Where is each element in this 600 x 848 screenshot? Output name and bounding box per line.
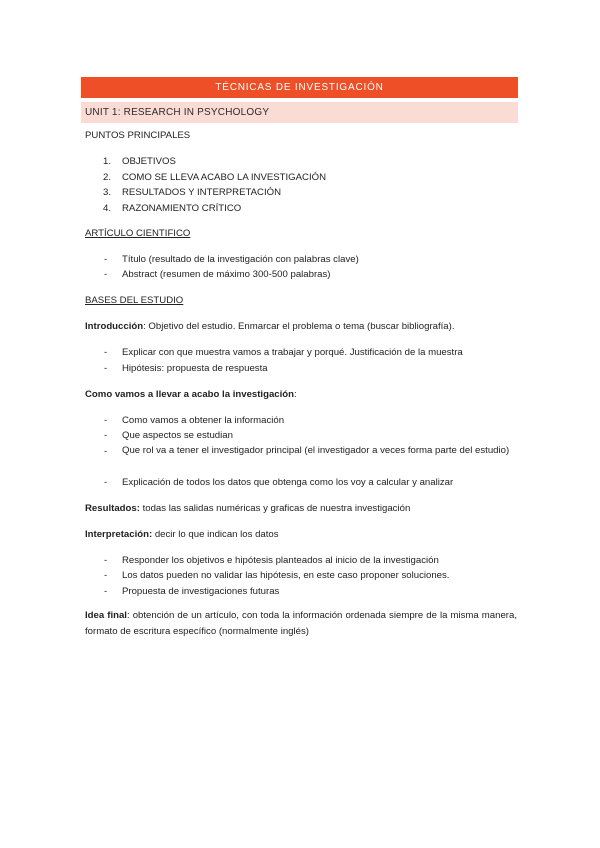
intro-label: Introducción	[85, 321, 144, 332]
idea-final-paragraph	[85, 608, 517, 639]
document-title: TÉCNICAS DE INVESTIGACIÓN	[215, 82, 384, 93]
idea-final-text: : obtención de un artículo, con toda la información ordenada siempre de la misma manera, formato de escritura específico (normalmente inglés)	[85, 610, 517, 637]
list-item: Título (resultado de la investigación con palabras clave)	[122, 254, 359, 265]
bullet-dash: -	[104, 415, 108, 426]
list-item: OBJETIVOS	[122, 156, 176, 167]
list-item: Como vamos a obtener la información	[122, 415, 285, 426]
puntos-heading: PUNTOS PRINCIPALES	[85, 130, 191, 141]
como-suffix: :	[294, 389, 297, 400]
intro-paragraph	[85, 320, 455, 333]
interpretacion-label: Interpretación:	[85, 529, 153, 540]
bullet-dash: -	[104, 586, 108, 597]
list-item: Explicación de todos los datos que obtenga como los voy a calcular y analizar	[122, 477, 454, 488]
list-item: Responder los objetivos e hipótesis planteados al inicio de la investigación	[122, 555, 439, 566]
resultados-label: Resultados:	[85, 503, 140, 514]
list-item: RAZONAMIENTO CRÍTICO	[122, 203, 242, 214]
list-item: Los datos pueden no validar las hipótesis, en este caso proponer soluciones.	[122, 570, 450, 581]
list-item: Abstract (resumen de máximo 300-500 palabras)	[122, 269, 331, 280]
intro-text: : Objetivo del estudio. Enmarcar el problema o tema (buscar bibliografía).	[143, 321, 455, 332]
list-item: Explicar con que muestra vamos a trabajar y porqué. Justificación de la muestra	[122, 347, 463, 358]
list-number: 3.	[103, 187, 112, 198]
bases-heading: BASES DEL ESTUDIO	[85, 295, 184, 306]
como-label: Como vamos a llevar a acabo la investigación	[85, 389, 295, 400]
resultados-paragraph	[85, 502, 410, 515]
title-banner	[81, 77, 518, 98]
list-number: 2.	[103, 172, 112, 183]
interpretacion-text: decir lo que indican los datos	[152, 529, 279, 540]
bullet-dash: -	[104, 430, 108, 441]
list-item: Que rol va a tener el investigador principal (el investigador a veces forma parte del estudio)	[122, 445, 510, 456]
bullet-dash: -	[104, 363, 108, 374]
unit-banner	[81, 102, 518, 123]
idea-final-label: Idea final	[85, 610, 127, 621]
list-number: 1.	[103, 156, 112, 167]
bullet-dash: -	[104, 254, 108, 265]
list-item: Propuesta de investigaciones futuras	[122, 586, 280, 597]
unit-title: UNIT 1: RESEARCH IN PSYCHOLOGY	[85, 107, 270, 118]
list-item: COMO SE LLEVA ACABO LA INVESTIGACIÓN	[122, 172, 327, 183]
bullet-dash: -	[104, 477, 108, 488]
articulo-heading: ARTÍCULO CIENTIFICO	[85, 228, 191, 239]
bullet-dash: -	[104, 347, 108, 358]
resultados-text: todas las salidas numéricas y graficas de nuestra investigación	[139, 503, 411, 514]
bullet-dash: -	[104, 570, 108, 581]
bullet-dash: -	[104, 269, 108, 280]
bullet-dash: -	[104, 446, 108, 457]
list-number: 4.	[103, 203, 112, 214]
interpretacion-paragraph	[85, 528, 279, 541]
bullet-dash: -	[104, 555, 108, 566]
como-paragraph	[85, 388, 297, 401]
list-item: Hipótesis: propuesta de respuesta	[122, 363, 268, 374]
list-item: RESULTADOS Y INTERPRETACIÓN	[122, 187, 282, 198]
list-item: Que aspectos se estudian	[122, 430, 233, 441]
